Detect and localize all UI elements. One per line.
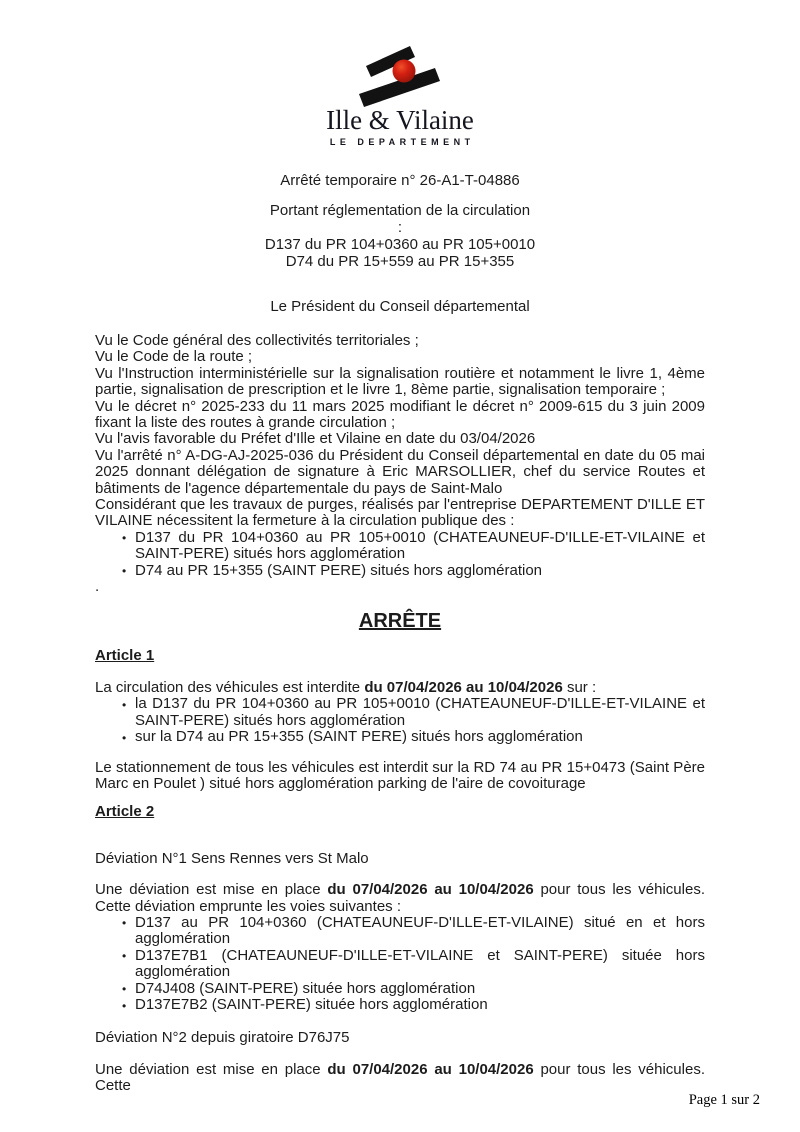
deviation-1-roads-list [95, 915, 705, 1013]
vu-clause: Vu l'arrêté n° A-DG-AJ-2025-036 du Président du Conseil départemental en date du 05 mai 2025 donnant délégation de signature à Eric MARSOLLIER, chef du service Routes et bâtiments de l'agence départementale du pays de Saint-Malo [95, 446, 705, 497]
list-item: • D137 du PR 104+0360 au PR 105+0010 (CHATEAUNEUF-D'ILLE-ET-VILAINE et SAINT-PERE) situés hors agglomération [135, 530, 705, 563]
vu-clause: Vu l'avis favorable du Préfet d'Ille et Vilaine en date du 03/04/2026 [95, 430, 536, 448]
document-body [95, 333, 705, 1095]
deviation-1-title: Déviation N°1 Sens Rennes vers St Malo [95, 849, 369, 867]
deviation-2-title: Déviation N°2 depuis giratoire D76J75 [95, 1029, 350, 1047]
vu-clause: Vu le Code général des collectivités territoriales ; [95, 332, 419, 349]
article-1-title: Article 1 [95, 646, 155, 664]
subject-colon: : [397, 219, 403, 236]
subject-road-2: D74 du PR 15+559 au PR 15+355 [285, 253, 515, 270]
list-item: • la D137 du PR 104+0360 au PR 105+0010 (CHATEAUNEUF-D'ILLE-ET-VILAINE et SAINT-PERE) situés hors agglomération [135, 696, 705, 729]
date-range: du 07/04/2026 au 10/04/2026 [327, 1060, 534, 1078]
issuing-authority: Le Président du Conseil départemental [270, 298, 530, 315]
parking-clause: Le stationnement de tous les véhicules est interdit sur la RD 74 au PR 15+0473 (Saint Père Marc en Poulet ) situé hors agglomération parking de l'aire de covoiturage [95, 758, 705, 792]
list-item: • sur la D74 au PR 15+355 (SAINT PERE) situés hors agglomération [135, 729, 705, 745]
list-item: • D137 au PR 104+0360 (CHATEAUNEUF-D'ILLE-ET-VILAINE) situé en et hors agglomération [135, 915, 705, 948]
ille-vilaine-logo-icon [355, 45, 445, 113]
logo-subtitle: LE DEPARTEMENT [329, 137, 475, 147]
vu-clause: Vu le Code de la route ; [95, 348, 253, 366]
article-2-title: Article 2 [95, 803, 155, 821]
list-item: • D74J408 (SAINT-PERE) située hors agglomération [135, 981, 705, 997]
list-item: • D74 au PR 15+355 (SAINT PERE) situés hors agglomération [135, 563, 705, 579]
vu-clause: Vu l'Instruction interministérielle sur la signalisation routière et notamment le livre 1, 4ème partie, signalisation de prescription et le livre 1, 8ème partie, signalisation temporaire ; [95, 364, 705, 399]
stray-period: . [95, 578, 100, 596]
article-1-roads-list [95, 696, 705, 745]
list-item: • D137E7B1 (CHATEAUNEUF-D'ILLE-ET-VILAINE et SAINT-PERE) située hors agglomération [135, 948, 705, 981]
deviation-1-intro: Une déviation est mise en place du 07/04/2026 au 10/04/2026 pour tous les véhicules. Cette déviation emprunte les voies suivantes : [95, 881, 705, 915]
vu-clause: Vu le décret n° 2025-233 du 11 mars 2025 modifiant le décret n° 2009-615 du 3 juin 2009 fixant la liste des routes à grande circulation ; [95, 397, 705, 432]
department-logo [0, 45, 800, 147]
logo-name: Ille & Vilaine [326, 105, 474, 135]
deviation-2-intro: Une déviation est mise en place du 07/04/2026 au 10/04/2026 pour tous les véhicules. Cette [95, 1060, 705, 1095]
page-indicator: Page 1 sur 2 [688, 1092, 760, 1108]
date-range: du 07/04/2026 au 10/04/2026 [327, 881, 534, 899]
article-1-intro: La circulation des véhicules est interdite du 07/04/2026 au 10/04/2026 sur : [95, 678, 597, 696]
arrete-heading: ARRÊTE [358, 609, 442, 632]
document-subject [0, 202, 800, 270]
subject-road-1: D137 du PR 104+0360 au PR 105+0010 [264, 236, 536, 253]
list-item: • D137E7B2 (SAINT-PERE) située hors agglomération [135, 997, 705, 1013]
document-number: Arrêté temporaire n° 26-A1-T-04886 [280, 172, 520, 189]
date-range: du 07/04/2026 au 10/04/2026 [364, 678, 563, 696]
considerant-clause: Considérant que les travaux de purges, réalisés par l'entreprise DEPARTEMENT D'ILLE ET VILAINE nécessitent la fermeture à la circulation publique des : [95, 496, 705, 530]
closed-roads-list [95, 530, 705, 579]
subject-line: Portant réglementation de la circulation [269, 202, 531, 219]
